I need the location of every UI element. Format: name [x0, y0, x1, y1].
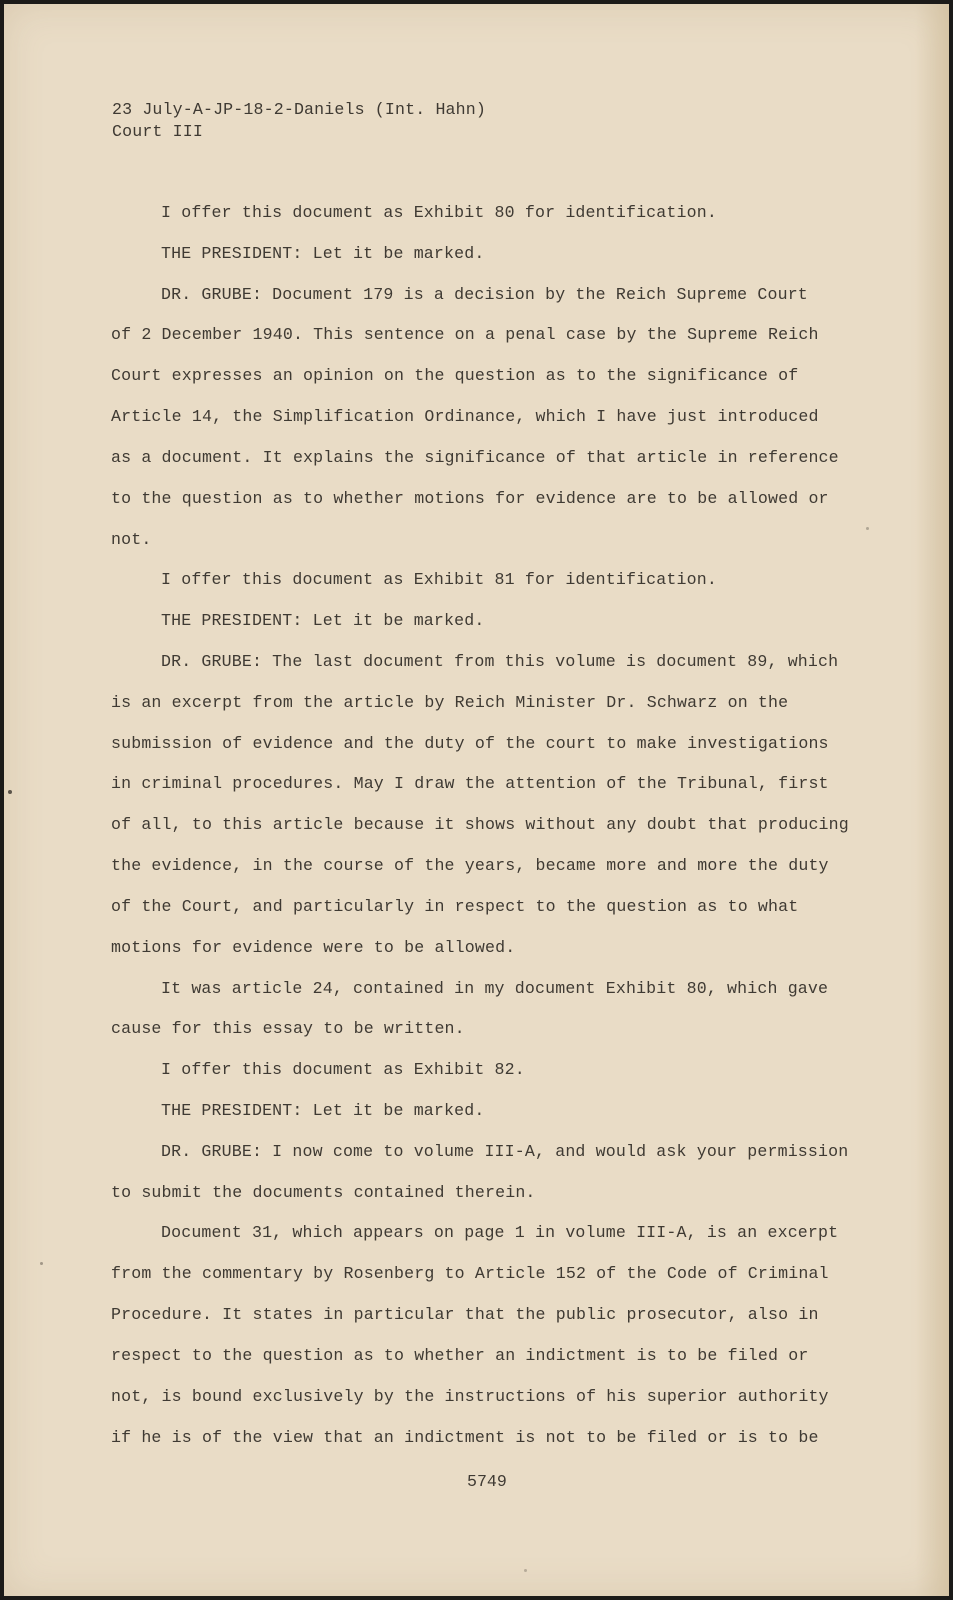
- body-line: is an excerpt from the article by Reich Minister Dr. Schwarz on the: [111, 693, 789, 712]
- body-line: the evidence, in the course of the years, became more and more the duty: [111, 856, 829, 875]
- body-line: respect to the question as to whether an indictment is to be filed or: [111, 1346, 809, 1365]
- body-line: to the question as to whether motions for evidence are to be allowed or: [111, 489, 829, 508]
- body-line: Court expresses an opinion on the question as to the significance of: [111, 366, 799, 385]
- document-page: [4, 4, 949, 1596]
- body-line: of the Court, and particularly in respect to the question as to what: [111, 897, 799, 916]
- body-line: I offer this document as Exhibit 80 for identification.: [161, 203, 717, 222]
- body-line: THE PRESIDENT: Let it be marked.: [161, 244, 485, 263]
- body-line: motions for evidence were to be allowed.: [111, 938, 516, 957]
- body-line: THE PRESIDENT: Let it be marked.: [161, 1101, 485, 1120]
- body-line: DR. GRUBE: Document 179 is a decision by the Reich Supreme Court: [161, 285, 808, 304]
- page-number: 5749: [467, 1472, 507, 1491]
- paper-speck: [40, 1262, 43, 1265]
- paper-speck: [524, 1569, 527, 1572]
- body-line: as a document. It explains the significance of that article in reference: [111, 448, 839, 467]
- body-line: It was article 24, contained in my document Exhibit 80, which gave: [161, 979, 829, 998]
- body-line: Procedure. It states in particular that the public prosecutor, also in: [111, 1305, 819, 1324]
- paper-speck: [866, 527, 869, 530]
- body-line: cause for this essay to be written.: [111, 1019, 465, 1038]
- body-line: if he is of the view that an indictment is not to be filed or is to be: [111, 1428, 819, 1447]
- body-line: not.: [111, 530, 152, 549]
- body-line: I offer this document as Exhibit 82.: [161, 1060, 525, 1079]
- body-line: THE PRESIDENT: Let it be marked.: [161, 611, 485, 630]
- header-line-1: 23 July-A-JP-18-2-Daniels (Int. Hahn): [112, 100, 486, 119]
- body-line: I offer this document as Exhibit 81 for identification.: [161, 570, 717, 589]
- body-line: DR. GRUBE: The last document from this volume is document 89, which: [161, 652, 839, 671]
- header-line-2: Court III: [112, 122, 203, 141]
- body-line: submission of evidence and the duty of the court to make investigations: [111, 734, 829, 753]
- transcript-text: [4, 4, 949, 1596]
- body-line: Document 31, which appears on page 1 in volume III-A, is an excerpt: [161, 1223, 839, 1242]
- body-line: from the commentary by Rosenberg to Article 152 of the Code of Criminal: [111, 1264, 829, 1283]
- body-line: to submit the documents contained therein.: [111, 1183, 536, 1202]
- body-line: Article 14, the Simplification Ordinance, which I have just introduced: [111, 407, 819, 426]
- body-line: DR. GRUBE: I now come to volume III-A, and would ask your permission: [161, 1142, 849, 1161]
- body-line: not, is bound exclusively by the instructions of his superior authority: [111, 1387, 829, 1406]
- body-line: of all, to this article because it shows without any doubt that producing: [111, 815, 849, 834]
- paper-speck: [8, 790, 12, 794]
- body-line: in criminal procedures. May I draw the attention of the Tribunal, first: [111, 774, 829, 793]
- body-line: of 2 December 1940. This sentence on a penal case by the Supreme Reich: [111, 325, 819, 344]
